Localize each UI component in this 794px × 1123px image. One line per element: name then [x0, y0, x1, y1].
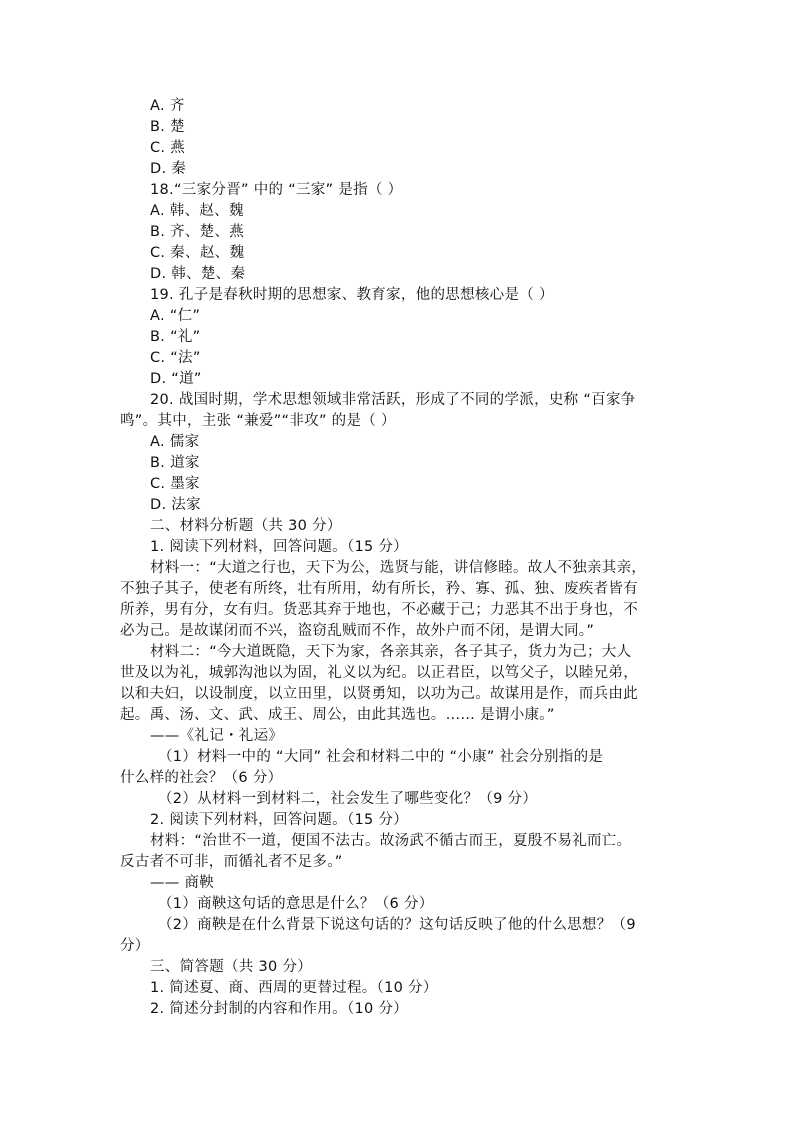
s2-q1-material1-line4: 必为己。是故谋闭而不兴，盗窃乱贼而不作，故外户而不闭，是谓大同。” [120, 623, 595, 639]
s2-q1-source: ——《礼记・礼运》 [150, 728, 284, 744]
s2-q2-sub2-line1: （2）商鞅是在什么背景下说这句话的？这句话反映了他的什么思想？（9 [158, 917, 636, 933]
s3-q2: 2. 简述分封制的内容和作用。（10 分） [150, 1001, 409, 1017]
s2-q1-material2-line1: 材料二：“今大道既隐，天下为家，各亲其亲，各子其子，货力为己；大人 [150, 644, 632, 660]
s2-q2-sub2-line2: 分） [120, 938, 150, 954]
q19-option-c: C. “法” [150, 350, 201, 366]
section3-title: 三、简答题（共 30 分） [150, 959, 313, 975]
s2-q2-material-line2: 反古者不可非，而循礼者不足多。” [120, 854, 343, 870]
q19-option-a: A. “仁” [150, 308, 201, 324]
s2-q2-material-line1: 材料：“治世不一道，便国不法古。故汤武不循古而王，夏殷不易礼而亡。 [150, 833, 632, 849]
q20-option-b: B. 道家 [150, 455, 200, 471]
q18-option-c: C. 秦、赵、魏 [150, 245, 245, 261]
exam-content [120, 96, 676, 1020]
s2-q1-material2-line4: 起。禹、汤、文、武、成王、周公，由此其选也。…… 是谓小康。” [120, 707, 555, 723]
q20-stem-line2: 鸣”。其中，主张 “兼爱”“非攻” 的是（ ） [120, 413, 396, 429]
q20-option-a: A. 儒家 [150, 434, 200, 450]
s2-q1-sub2: （2）从材料一到材料二，社会发生了哪些变化？（9 分） [158, 791, 538, 807]
q18-stem: 18.“三家分晋” 中的 “三家” 是指（ ） [150, 182, 403, 198]
s2-q2-source: —— 商鞅 [150, 875, 215, 891]
section2-title: 二、材料分析题（共 30 分） [150, 518, 342, 534]
s2-q2-stem: 2. 阅读下列材料，回答问题。（15 分） [150, 812, 409, 828]
s2-q1-sub1-line2: 什么样的社会？（6 分） [120, 770, 283, 786]
q20-option-c: C. 墨家 [150, 476, 200, 492]
q19-option-d: D. “道” [150, 371, 202, 387]
s2-q1-material2-line3: 以和夫妇，以设制度，以立田里，以贤勇知，以功为己。故谋用是作，而兵由此 [120, 686, 638, 702]
q17-option-b: B. 楚 [150, 119, 185, 135]
q18-option-d: D. 韩、楚、秦 [150, 266, 246, 282]
q19-option-b: B. “礼” [150, 329, 201, 345]
q17-option-c: C. 燕 [150, 140, 186, 156]
s2-q1-stem: 1. 阅读下列材料，回答问题。（15 分） [150, 539, 409, 555]
s2-q1-sub1-line1: （1）材料一中的 “大同” 社会和材料二中的 “小康” 社会分别指的是 [158, 749, 604, 765]
s2-q2-sub1: （1）商鞅这句话的意思是什么？（6 分） [158, 896, 434, 912]
s2-q1-material1-line3: 所养，男有分，女有归。货恶其弃于地也，不必藏于己；力恶其不出于身也，不 [120, 602, 638, 618]
q18-option-a: A. 韩、赵、魏 [150, 203, 244, 219]
q18-option-b: B. 齐、楚、燕 [150, 224, 245, 240]
q17-option-a: A. 齐 [150, 98, 185, 114]
q17-option-d: D. 秦 [150, 161, 187, 177]
q19-stem: 19. 孔子是春秋时期的思想家、教育家，他的思想核心是（ ） [150, 287, 554, 303]
s2-q1-material1-line1: 材料一：“大道之行也，天下为公，选贤与能，讲信修睦。故人不独亲其亲， [150, 560, 647, 576]
s2-q1-material1-line2: 不独子其子，使老有所终，壮有所用，幼有所长，矜、寡、孤、独、废疾者皆有 [120, 581, 638, 597]
s3-q1: 1. 简述夏、商、西周的更替过程。（10 分） [150, 980, 438, 996]
q20-option-d: D. 法家 [150, 497, 201, 513]
s2-q1-material2-line2: 世及以为礼，城郭沟池以为固，礼义以为纪。以正君臣，以笃父子，以睦兄弟， [120, 665, 638, 681]
q20-stem-line1: 20. 战国时期，学术思想领域非常活跃，形成了不同的学派，史称 “百家争 [150, 392, 636, 408]
